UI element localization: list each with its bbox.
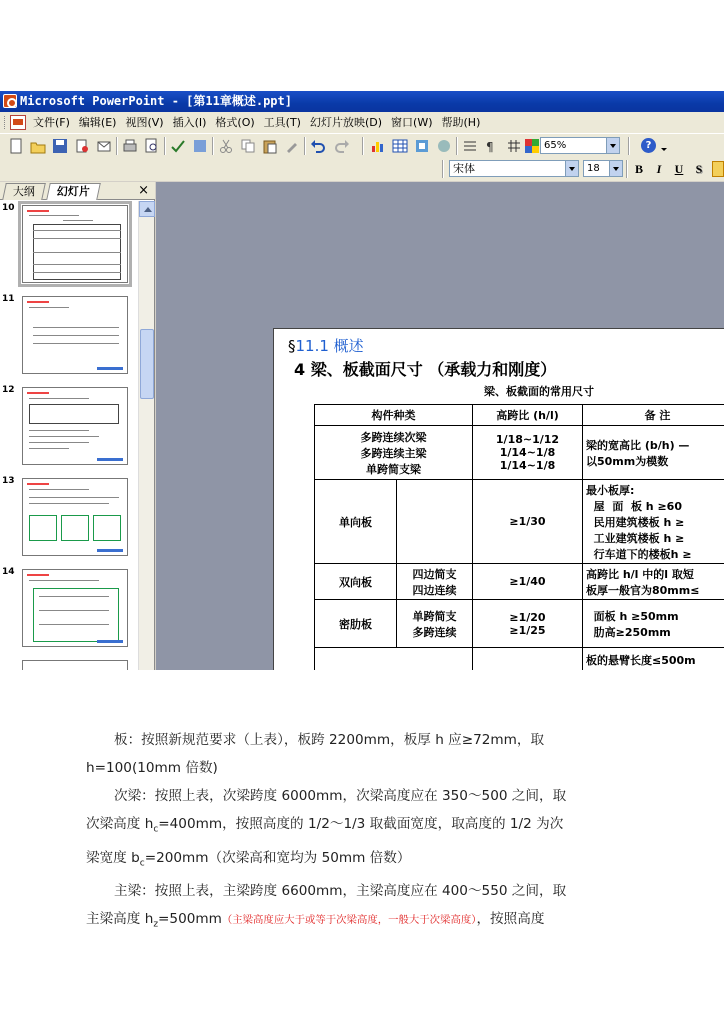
menu-grip-icon[interactable] [4,116,7,129]
table-row [315,648,724,671]
pane-tab-bar [0,182,155,200]
slide-thumbnail-10[interactable] [22,205,128,283]
cell-ratio: ≥1/20 ≥1/25 [473,600,583,648]
insert-picture-icon[interactable] [436,138,452,154]
cell-member-type: 密肋板 [315,600,397,648]
help-icon[interactable]: ? [641,138,656,153]
svg-text:¶: ¶ [486,140,494,154]
table-row [315,426,724,480]
cell-member-type: 双向板 [315,564,397,600]
menu-slideshow[interactable]: 幻灯片放映(D) [309,116,383,129]
cell-note: 板的悬臂长度≤500m [583,648,724,671]
slide-thumbnail-row[interactable] [0,385,138,475]
cell-ratio [473,648,583,671]
table-row [315,600,724,648]
grid-icon[interactable] [506,138,522,154]
slides-scrollbar[interactable] [138,201,154,670]
powerpoint-window [0,91,724,670]
insert-table-icon[interactable] [392,138,408,154]
red-note: （主梁高度应大于或等于次梁高度，一般大于次梁高度） [221,914,477,927]
cell-note: 面板 h ≥50mm 肋高≥250mm [583,600,724,648]
cell-sub-type: 四边简支 四边连续 [397,564,473,600]
align-icon[interactable] [712,161,724,177]
header-ratio: 高跨比 (h/l) [473,405,583,426]
window-title: Microsoft PowerPoint - [第11章概述.ppt] [20,94,292,108]
formatting-marks-icon[interactable] [484,138,500,154]
insert-chart-icon[interactable] [370,138,386,154]
undo-icon[interactable] [310,138,326,154]
new-icon[interactable] [8,138,24,154]
paragraph-main-beam-2: 主梁高度 $h_z=500mm$（主梁高度应大于或等于次梁高度，一般大于次梁高度），按照高度 [86,911,545,931]
paragraph-secondary-beam-1: 次梁：按照上表，次梁跨度 6000mm，次梁高度应在 350～500 之间，取 [114,788,567,804]
expand-all-icon[interactable] [462,138,478,154]
save-icon[interactable] [52,138,68,154]
font-size-select[interactable] [583,160,623,177]
redo-icon[interactable] [334,138,350,154]
cell-ratio: 1/18~1/12 1/14~1/8 1/14~1/8 [473,426,583,480]
slide-thumbnail-12[interactable] [22,387,128,465]
shadow-button[interactable]: S [695,162,703,176]
color-grayscale-icon[interactable] [524,138,540,154]
cell-member-type: 多跨连续次梁 多跨连续主梁 单跨简支梁 [315,426,473,480]
research-icon[interactable] [192,138,208,154]
current-slide[interactable] [273,328,724,670]
slide-number: 11 [2,294,15,304]
slide-thumbnail-14[interactable] [22,569,128,647]
bold-button[interactable]: B [634,162,643,176]
dimensions-table [314,404,724,670]
font-name: 宋体 [453,162,475,175]
cell-ratio: ≥1/40 [473,564,583,600]
slide-thumbnail-row[interactable] [0,476,138,566]
slide-number: 12 [2,385,15,395]
cell-member-type: 单向板 [315,480,397,564]
slide-thumbnail-13[interactable] [22,478,128,556]
document-icon[interactable] [10,115,26,130]
paragraph-secondary-beam-3: 梁宽度 $b_c=200mm$（次梁高和宽均为 50mm 倍数） [86,849,411,869]
menu-insert[interactable]: 插入(I) [172,116,207,129]
paragraph-main-beam-1: 主梁：按照上表，主梁跨度 6600mm，主梁高度应在 400～550 之间，取 [114,883,567,900]
slide-thumbnail-row[interactable] [0,203,138,293]
menu-tools[interactable]: 工具(T) [263,116,301,129]
menu-format[interactable]: 格式(O) [215,116,255,129]
slide-section-title: §11.1 概述 [288,337,364,355]
slide-thumbnail-15[interactable] [22,660,128,670]
italic-button[interactable]: I [656,162,662,176]
email-icon[interactable] [96,138,112,154]
slide-number: 10 [2,203,15,213]
slide-thumbnail-row[interactable] [0,658,138,670]
font-dropdown-icon[interactable] [565,161,578,176]
slides-pane [0,182,155,670]
underline-button[interactable]: U [674,162,684,176]
zoom-value: 65% [544,140,567,151]
menu-edit[interactable]: 编辑(E) [78,116,117,129]
close-pane-icon[interactable]: × [138,183,149,198]
menu-bar [0,112,724,133]
tab-outline[interactable]: 大纲 [2,183,46,200]
cell-note: 高跨比 h/l 中的l 取短 板厚一般官为80mm≤ [583,564,724,600]
zoom-dropdown-icon[interactable] [606,138,619,153]
table-caption: 梁、板截面的常用尺寸 [484,385,594,398]
standard-toolbar [0,133,724,157]
insert-diagram-icon[interactable] [414,138,430,154]
cut-icon[interactable] [218,138,234,154]
cell-note: 梁的宽高比 (b/h) — 以50mm为模数 [583,426,724,480]
powerpoint-app-icon[interactable] [3,94,17,108]
header-note: 备 注 [583,405,724,426]
slide-number: 14 [2,567,15,577]
print-icon[interactable] [122,138,138,154]
zoom-select[interactable] [540,137,620,154]
cell-sub-type: 单跨简支 多跨连续 [397,600,473,648]
menu-help[interactable]: 帮助(H) [441,116,481,129]
slide-thumbnail-row[interactable] [0,294,138,384]
formatting-toolbar [0,157,724,181]
open-icon[interactable] [30,138,46,154]
document-body [86,726,646,939]
scroll-up-icon[interactable] [139,201,155,217]
toolbar-options-icon[interactable] [660,138,668,154]
font-select[interactable] [449,160,579,177]
cell-sub-type [397,480,473,564]
paragraph-slab-2: h=100(10mm 倍数) [86,760,218,776]
header-member-type: 构件种类 [315,405,473,426]
menu-view[interactable]: 视图(V) [125,116,164,129]
font-size-dropdown-icon[interactable] [609,161,622,176]
menu-window[interactable]: 窗口(W) [391,116,433,129]
table-row [315,564,724,600]
table-header-row [315,405,724,426]
scrollbar-thumb[interactable] [140,329,154,399]
tab-slides[interactable]: 幻灯片 [46,183,101,200]
menu-file[interactable]: 文件(F) [33,116,70,129]
paragraph-slab-1: 板：按照新规范要求（上表），板跨 2200mm，板厚 h 应≥72mm，取 [114,732,545,748]
cell-note: 最小板厚: 屋 面 板 h ≥60 民用建筑楼板 h ≥ 工业建筑楼板 h ≥ 行车道下的楼板h ≥ [583,480,724,564]
format-painter-icon[interactable] [284,138,300,154]
print-preview-icon[interactable] [144,138,160,154]
slide-thumbnail-11[interactable] [22,296,128,374]
slide-thumbnail-row[interactable] [0,567,138,657]
paragraph-secondary-beam-2: 次梁高度 $h_c=400mm$，按照高度的 1/2～1/3 取截面宽度，取高度的 1/2 为次 [86,816,564,835]
paste-icon[interactable] [262,138,278,154]
slide-number: 13 [2,476,15,486]
cell-ratio: ≥1/30 [473,480,583,564]
cell-member-type [315,648,473,671]
slide-thumbnail-list [0,201,138,670]
slide-heading: 4 梁、板截面尺寸 （承载力和刚度） [294,360,557,379]
font-size-value: 18 [587,163,600,174]
slide-canvas [156,182,724,670]
spelling-icon[interactable] [170,138,186,154]
permission-icon[interactable] [74,138,90,154]
title-bar [0,91,724,112]
copy-icon[interactable] [240,138,256,154]
table-row [315,480,724,564]
